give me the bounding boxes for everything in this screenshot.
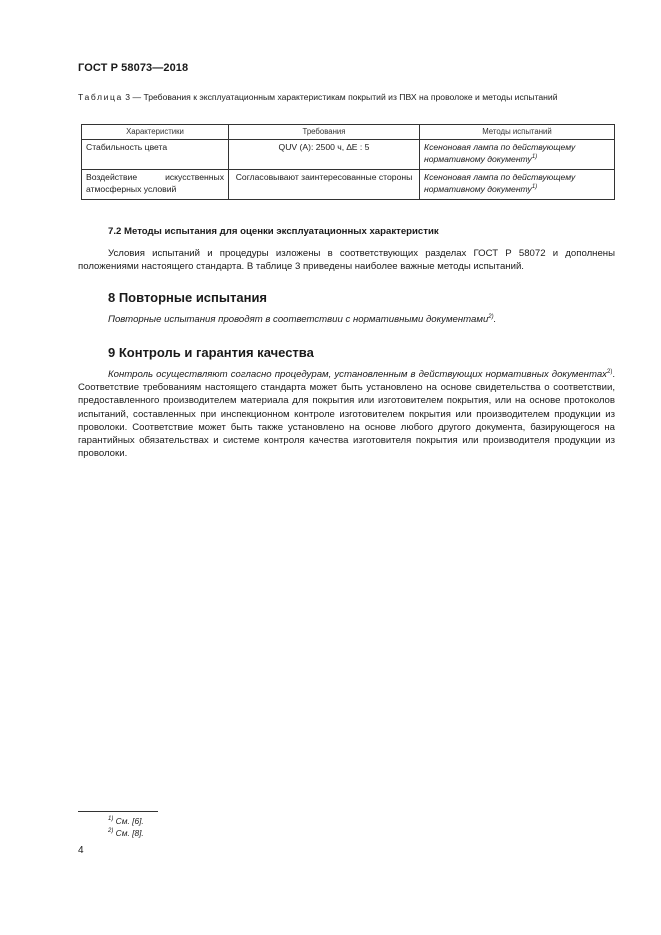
table-row <box>82 140 615 170</box>
table-row <box>82 170 615 200</box>
table-cell-requirement: QUV (A): 2500 ч, ∆E : 5 <box>229 140 420 170</box>
paragraph-8-tail: . <box>493 314 497 325</box>
table-cell-method <box>420 170 615 200</box>
footnote-mark: 2) <box>108 828 114 834</box>
column-header: Требования <box>229 125 420 140</box>
paragraph-8-text: Повторные испытания проводят в соответствии с нормативными документами <box>108 314 489 325</box>
table-cell-characteristic: Стабильность цвета <box>82 140 229 170</box>
column-header: Методы испытаний <box>420 125 615 140</box>
paragraph-7-2: Условия испытаний и процедуры изложены в соответствующих разделах ГОСТ Р 58072 и дополнены положениями настоящего стандарта. В таблице 3 приведены наиболее важные методы испытаний. <box>78 248 615 273</box>
table-caption-text: 3 — Требования к эксплуатационным характеристикам покрытий из ПВХ на проволоке и методы испытаний <box>122 92 558 102</box>
method-text: Ксеноновая лампа по действующему нормативному документу <box>424 142 576 164</box>
page-number: 4 <box>78 845 84 856</box>
footnote-ref: 1) <box>531 183 538 190</box>
table-cell-requirement: Согласовывают заинтересованные стороны <box>229 170 420 200</box>
footnote-ref: 2) <box>488 314 494 320</box>
footnote-1 <box>108 816 144 826</box>
footnote-separator <box>78 811 158 812</box>
method-text: Ксеноновая лампа по действующему нормативному документу <box>424 172 576 194</box>
footnote-text: См. [6]. <box>115 816 144 826</box>
paragraph-8 <box>108 314 496 325</box>
document-code-header: ГОСТ Р 58073—2018 <box>78 62 189 74</box>
table-header-row <box>82 125 615 140</box>
paragraph-9-rest: . Соответствие требованиям настоящего стандарта может быть установлено на основе свидетельства о соответствии, предоставленного производителем материала для покрытия или изготовителем покрытия, или на основе протоколов испытаний, составленных при инспекционном контроле изготовителем покрытия или производителем продукции из проволоки. Соответствие может быть также установлено на основе любого другого документа, базирующегося на гарантийных обязательствах и системе контроля качества изготовителя покрытия или производителя продукции из проволоки. <box>78 369 615 460</box>
footnote-text: См. [8]. <box>115 828 144 838</box>
footnote-2 <box>108 828 144 838</box>
footnote-ref: 1) <box>531 153 538 160</box>
requirements-table <box>81 124 615 200</box>
footnote-mark: 1) <box>108 816 114 822</box>
paragraph-9-italic: Контроль осуществляют согласно процедурам, установленным в действующих нормативных документах <box>108 369 607 380</box>
paragraph-9 <box>78 368 615 460</box>
section-heading-8: 8 Повторные испытания <box>108 290 268 305</box>
section-heading-9: 9 Контроль и гарантия качества <box>108 345 314 360</box>
footnote-ref: 2) <box>606 369 613 375</box>
subsection-heading-7-2: 7.2 Методы испытания для оценки эксплуатационных характеристик <box>108 226 439 237</box>
table-cell-characteristic: Воздействие искусственных атмосферных условий <box>82 170 229 200</box>
column-header: Характеристики <box>82 125 229 140</box>
table-caption-label: Таблица <box>78 92 123 102</box>
table-cell-method <box>420 140 615 170</box>
table-caption <box>78 91 615 103</box>
